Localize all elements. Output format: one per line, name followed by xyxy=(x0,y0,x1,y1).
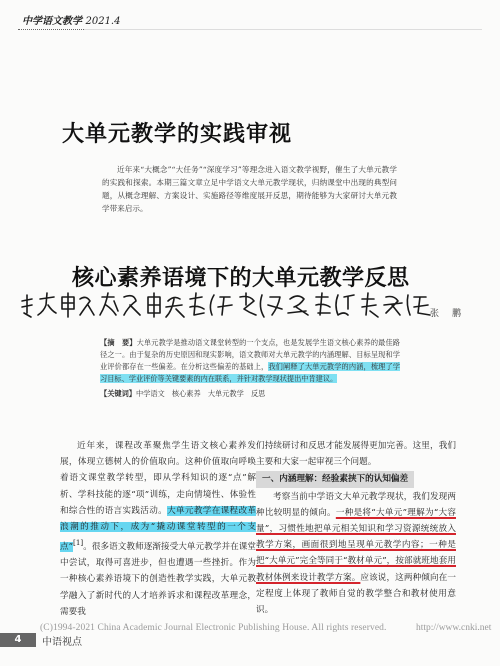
body-left-column xyxy=(60,438,256,620)
cnki-watermark: (C)1994-2021 China Academic Journal Electronic Publishing House. All rights reserved. xyxy=(40,623,387,633)
keywords-line xyxy=(100,388,400,400)
article-author: 张 鹏 xyxy=(430,309,464,319)
section-heading: 一、内涵理解：经验素挟下的认知偏差 xyxy=(256,471,414,487)
page-number: 4 xyxy=(0,633,36,647)
keywords-label: 【关键词】 xyxy=(100,389,136,398)
paragraph-3-lead: 考察当前中学语文大单元教学现状，我们发现两种比较明显的倾向。 xyxy=(256,491,456,518)
abstract-label: 【摘 要】 xyxy=(100,338,137,347)
abstract-block xyxy=(100,337,400,400)
keywords-text: 中学语文 核心素养 大单元教学 反思 xyxy=(135,389,266,398)
handwritten-annotation xyxy=(18,291,478,323)
body-paragraph-1: 近年来，课程改革聚焦学生语文核心素养发展，体现立德树人的价值取向。这种价值取向呼唤着语文课堂教学转型，即从学科知识的逐“点”解析、学科技能的逐“项”训练，走向情境性、体验性和综合性的语言实践活动。 xyxy=(60,441,256,516)
underlined-passage: 一种是将“大单元”理解为“大容量”，习惯性地把单元相关知识和学习资源统统放入教学方案，画面很到地呈现单元教学内容；一种是把“大单元”完全等同于“教材单元”，按部就班地套用教材体例来设计教学方案。 xyxy=(256,507,456,583)
citation-ref: [1] xyxy=(73,538,84,548)
magazine-name: 中学语文教学 xyxy=(22,16,82,27)
article-title: 核心素养语境下的大单元教学反思 xyxy=(72,266,410,291)
issue-number: 2021.4 xyxy=(85,16,121,27)
body-right-column xyxy=(256,438,456,618)
body-paragraph-2: 们持续研讨和反思才能发展得更加完善。这里，我们主要和大家一起审视三个问题。 xyxy=(256,441,456,468)
cnki-url: http://www.cnki.net xyxy=(416,623,492,633)
column-title: 大单元教学的实践审视 xyxy=(62,121,293,147)
body-highlight: 大单元教学在课程改革浪潮的推动下，成为“撬动课堂转型的一个支点” xyxy=(60,505,256,553)
header-dotted-rule xyxy=(18,29,84,30)
abstract-text: 大单元教学是推动语文课堂转型的一个支点，也是发展学生语文核心素养的最佳路径之一。由于复杂的历史原因和现实影响，语文教师对大单元教学的内涵理解、目标呈现和学业评价都存在一些偏差。在分析这些偏差的基础上， xyxy=(100,338,400,371)
abstract-highlight: 我们阐释了大单元教学的内涵，梳理了学习目标、学业评价等关键要素的内在联系，并针对教学现状提出中肯建议。 xyxy=(100,362,400,383)
header-rule xyxy=(84,29,482,30)
section-label: 中语视点 xyxy=(42,637,82,648)
magazine-header xyxy=(22,12,120,27)
column-intro: 近年来“大概念”“大任务”“深度学习”等理念进入语文教学视野，催生了大单元教学的实践和探索。本期三篇文章立足中学语文大单元教学现状，归纳课堂中出现的典型问题，从概念理解、方案设计、实施路径等维度展开反思，期待能够为大家研讨大单元教学带来启示。 xyxy=(102,165,397,213)
body-paragraph-3 xyxy=(256,489,456,619)
paragraph-3-tail: 应该说，这两种倾向在一定程度上体现了教师自觉的教学整合和教材使用意识。 xyxy=(256,572,456,616)
body-paragraph-1-cont: 。很多语文教师逐渐接受大单元教学并在课堂中尝试，取得可喜进步，但也遭遇一些挫折。作为一种核心素养语境下的创造性教学实践，大单元教学融入了新时代的人才培养诉求和课程改革理念，需要我 xyxy=(60,542,256,617)
